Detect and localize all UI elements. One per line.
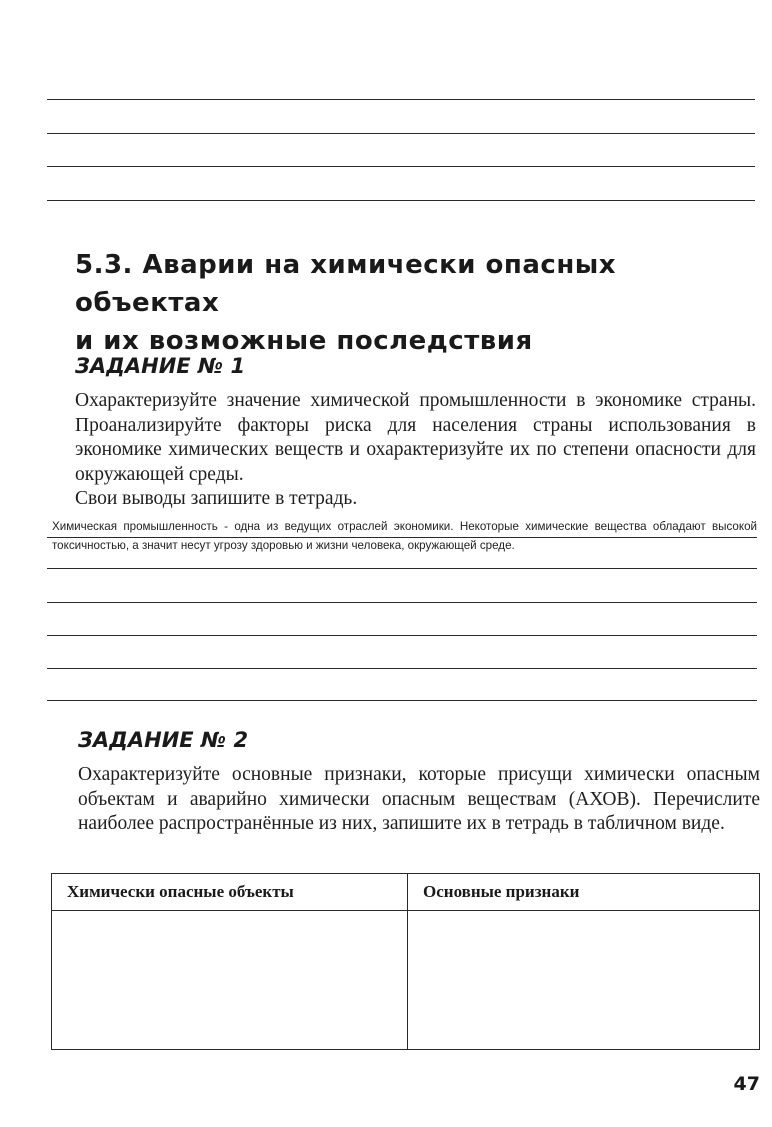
task-1-instruction: Свои выводы запишите в тетрадь. bbox=[75, 488, 358, 509]
task-2-text: Охарактеризуйте основные признаки, которые присущи химически опасным объектам и аварийно химически опасным веществам (АХОВ). Перечислите наиболее распространённые из них, запишите их в тетрадь в табличном виде. bbox=[78, 764, 760, 834]
writing-line bbox=[47, 668, 757, 669]
task-2-heading: ЗАДАНИЕ № 2 bbox=[78, 728, 249, 752]
writing-line bbox=[47, 99, 755, 100]
writing-line bbox=[47, 537, 757, 538]
writing-line bbox=[47, 166, 755, 167]
section-title-line-1: 5.3. Аварии на химически опасных объектах bbox=[75, 250, 617, 318]
writing-line bbox=[47, 602, 757, 603]
table-header-features: Основные признаки bbox=[408, 874, 760, 911]
writing-line bbox=[47, 700, 757, 701]
writing-line bbox=[47, 568, 757, 569]
table-cell-objects[interactable] bbox=[52, 911, 408, 1050]
writing-line bbox=[47, 200, 755, 201]
answer-table bbox=[51, 873, 760, 1050]
task-1-answer: Химическая промышленность - одна из ведущих отраслей экономики. Некоторые химические вещества обладают высокой токсичностью, а значит несут угрозу здоровью и жизни человека, окружающей среде. bbox=[52, 520, 757, 552]
writing-line bbox=[47, 635, 757, 636]
section-title-line-2: и их возможные последствия bbox=[75, 326, 533, 356]
writing-line bbox=[47, 133, 755, 134]
task-1-heading: ЗАДАНИЕ № 1 bbox=[75, 354, 246, 378]
table-cell-features[interactable] bbox=[408, 911, 760, 1050]
table-header-objects: Химически опасные объекты bbox=[52, 874, 408, 911]
section-title bbox=[75, 246, 755, 360]
task-1-text: Охарактеризуйте значение химической промышленности в экономике страны. Проанализируйте факторы риска для населения страны использования в экономике химических веществ и охарактеризуйте их по степени опасности для окружающей среды. bbox=[75, 390, 756, 485]
page-number: 47 bbox=[733, 1073, 760, 1095]
